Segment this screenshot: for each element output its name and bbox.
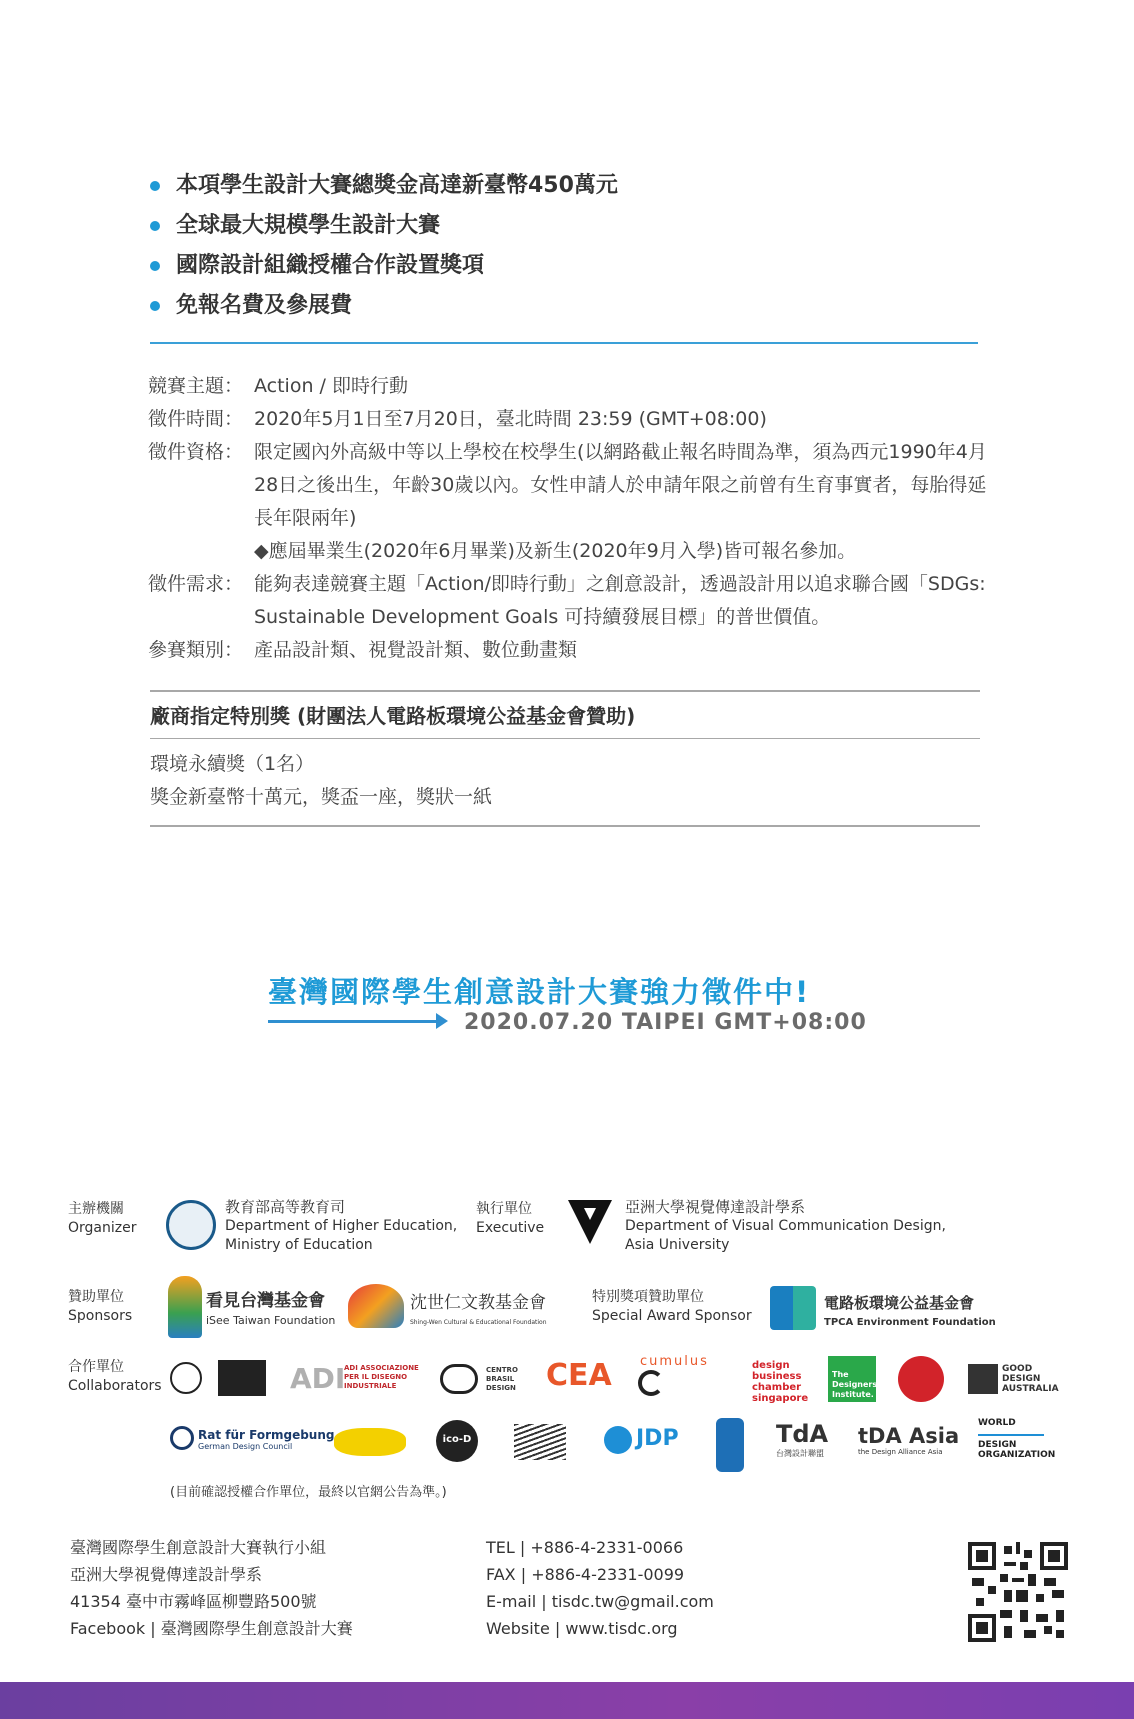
tda-logo <box>776 1420 828 1459</box>
design-business-chamber-logo: design business chamber singapore <box>752 1360 809 1404</box>
name-en: Ministry of Education <box>225 1237 373 1253</box>
info-value <box>254 436 988 568</box>
info-row-eligibility <box>148 436 988 568</box>
label-zh: 合作單位 <box>68 1359 124 1375</box>
label-en: Sponsors <box>68 1308 133 1324</box>
tda-asia-logo <box>858 1424 959 1456</box>
info-label: 競賽主題： <box>148 375 244 397</box>
organizer-label <box>68 1200 136 1238</box>
name-zh: 教育部高等教育司 <box>225 1198 346 1216</box>
tpca-logo-icon <box>770 1286 816 1330</box>
label-zh: 主辦機關 <box>68 1201 124 1217</box>
arrow-line <box>268 1020 444 1023</box>
highlight-item <box>150 206 618 246</box>
collaborators-label <box>68 1358 162 1396</box>
info-value: Action / 即時行動 <box>254 375 408 397</box>
tda-text: TdA <box>776 1420 829 1448</box>
collaborator-red-circle-icon <box>898 1356 944 1402</box>
label-en: Executive <box>476 1220 545 1236</box>
adi-logo: ADI <box>290 1362 346 1395</box>
eligibility-text: 限定國內外高級中等以上學校在校學生(以網路截止報名時間為準，須為西元1990年4月28日之後出生，年齡30歲以內。女性申請人於申請年限之前曾有生育事實者，每胎得延長年限兩年) <box>254 441 987 529</box>
label-zh: 特別獎項贊助單位 <box>592 1289 704 1305</box>
collaborator-yellow-logo-icon <box>334 1428 406 1456</box>
name-zh: 亞洲大學視覺傳達設計學系 <box>625 1198 806 1216</box>
tda-asia-subtitle: the Design Alliance Asia <box>858 1448 943 1456</box>
highlight-text: 國際設計組織授權合作設置獎項 <box>176 253 485 278</box>
wdo-world: WORLD <box>978 1418 1016 1428</box>
divider <box>150 690 980 692</box>
isee-logo-icon <box>168 1276 202 1338</box>
name-en: Department of Higher Education, <box>225 1218 458 1234</box>
info-value: 產品設計類、視覺設計類、數位動畫類 <box>254 639 578 661</box>
moe-seal-icon <box>166 1200 216 1250</box>
asia-university-logo-icon <box>568 1200 612 1244</box>
prize-desc: 獎金新臺幣十萬元，獎盃一座，獎狀一紙 <box>150 786 493 808</box>
rat-subtitle: German Design Council <box>198 1442 293 1451</box>
contact-line: 41354 臺中市霧峰區柳豐路500號 <box>70 1592 317 1611</box>
highlight-item <box>150 246 618 286</box>
jdp-logo: JDP <box>636 1426 679 1451</box>
sponsor-name-zh: 看見台灣基金會 <box>206 1291 325 1311</box>
cea-logo: CEA <box>546 1358 612 1393</box>
highlight-text: 全球最大規模學生設計大賽 <box>176 213 441 238</box>
contact-details <box>486 1534 714 1642</box>
fax-line: FAX | +886-4-2331-0099 <box>486 1565 685 1584</box>
contact-line: 亞洲大學視覺傳達設計學系 <box>70 1565 263 1584</box>
isee-foundation <box>206 1292 335 1330</box>
info-row-time <box>148 403 988 436</box>
highlight-item <box>150 286 618 326</box>
label-en: Special Award Sponsor <box>592 1308 752 1324</box>
adi-association-logo: ADI ASSOCIAZIONE PER IL DISEGNO INDUSTRIALE <box>344 1364 419 1390</box>
info-value: 能夠表達競賽主題「Action/即時行動」之創意設計，透過設計用以追求聯合國「SDGs: Sustainable Development Goals 可持續發展目標」的普世價值。 <box>254 573 986 628</box>
sponsor-name-en: TPCA Environment Foundation <box>824 1317 996 1328</box>
sponsor-name-en: Shing-Wen Cultural & Educational Foundation <box>410 1319 547 1326</box>
sponsor-name-zh: 電路板環境公益基金會 <box>824 1294 975 1312</box>
tda-subtitle: 台灣設計聯盟 <box>776 1449 824 1458</box>
name-en: Department of Visual Communication Design, <box>625 1218 946 1234</box>
rat-fur-formgebung-logo <box>198 1428 334 1451</box>
centro-brasil-icon <box>440 1364 478 1394</box>
highlight-text: 免報名費及參展費 <box>176 293 353 318</box>
tpca-foundation <box>824 1294 996 1332</box>
bullet-dot-icon <box>150 301 160 311</box>
rat-fur-formgebung-icon <box>170 1426 194 1450</box>
special-award-prize <box>150 748 492 814</box>
info-row-category <box>148 634 988 667</box>
label-zh: 執行單位 <box>476 1201 532 1217</box>
highlight-text: 本項學生設計大賽總獎金高達新臺幣450萬元 <box>176 173 618 198</box>
collaborator-block-logo-icon <box>218 1360 266 1396</box>
executive-label <box>476 1200 544 1238</box>
eligibility-note: ◆應屆畢業生(2020年6月畢業)及新生(2020年9月入學)皆可報名參加。 <box>254 540 857 562</box>
sponsor-name-zh: 沈世仁文教基金會 <box>410 1293 546 1313</box>
facebook-link[interactable]: Facebook | 臺灣國際學生創意設計大賽 <box>70 1619 353 1638</box>
divider <box>150 738 980 739</box>
divider <box>150 342 978 344</box>
cumulus-logo: cumulus <box>640 1354 709 1369</box>
collaborator-striped-logo-icon <box>514 1424 566 1460</box>
rat-name: Rat für Formgebung <box>198 1428 335 1442</box>
tel-line: TEL | +886-4-2331-0066 <box>486 1538 684 1557</box>
icod-text: ico-D <box>442 1434 472 1445</box>
deadline-date: 2020.07.20 TAIPEI GMT+08:00 <box>464 1010 867 1035</box>
bullet-dot-icon <box>150 261 160 271</box>
bullet-dot-icon <box>150 221 160 231</box>
icod-logo <box>436 1420 478 1462</box>
label-en: Organizer <box>68 1220 137 1236</box>
competition-info <box>148 370 988 667</box>
shen-foundation <box>410 1294 547 1332</box>
name-en: Asia University <box>625 1237 730 1253</box>
cta-title: 臺灣國際學生創意設計大賽強力徵件中! <box>268 975 811 1009</box>
contact-line: 臺灣國際學生創意設計大賽執行小組 <box>70 1538 327 1557</box>
qr-code-icon[interactable] <box>968 1542 1068 1642</box>
info-row-requirement <box>148 568 988 634</box>
wdo-line <box>978 1434 1044 1436</box>
special-award-title: 廠商指定特別獎 (財團法人電路板環境公益基金會贊助) <box>150 704 636 728</box>
email-link[interactable]: E-mail | tisdc.tw@gmail.com <box>486 1592 714 1611</box>
bullet-dot-icon <box>150 181 160 191</box>
wdo-design: DESIGN ORGANIZATION <box>978 1440 1056 1460</box>
tda-asia-text: tDA Asia <box>858 1424 960 1448</box>
footer-bar <box>0 1682 1134 1719</box>
cumulus-c-icon <box>638 1370 664 1396</box>
arrow-right-icon <box>436 1013 448 1029</box>
collaborators-note: (目前確認授權合作單位，最終以官網公告為準。) <box>170 1485 447 1500</box>
info-label: 參賽類別： <box>148 639 244 661</box>
good-design-check-icon <box>968 1364 998 1394</box>
special-sponsor-label <box>592 1288 752 1326</box>
sponsors-label <box>68 1288 132 1326</box>
divider <box>150 825 980 827</box>
world-design-organization-logo <box>978 1418 1056 1460</box>
info-label: 徵件資格： <box>148 441 244 463</box>
centro-brasil-logo: CENTRO BRASIL DESIGN <box>486 1366 518 1392</box>
jdp-globe-icon <box>604 1426 632 1454</box>
label-zh: 贊助單位 <box>68 1289 124 1305</box>
good-design-australia-logo: GOOD DESIGN AUSTRALIA <box>1002 1364 1059 1394</box>
sponsor-name-en: iSee Taiwan Foundation <box>206 1314 336 1327</box>
info-label: 徵件時間： <box>148 408 244 430</box>
highlight-item <box>150 166 618 206</box>
label-en: Collaborators <box>68 1378 162 1394</box>
shen-foundation-logo-icon <box>348 1284 404 1328</box>
executive-name <box>625 1198 946 1255</box>
info-row-theme <box>148 370 988 403</box>
collaborator-blue-logo-icon <box>716 1418 744 1472</box>
highlight-list <box>150 166 618 326</box>
info-value: 2020年5月1日至7月20日，臺北時間 23:59 (GMT+08:00) <box>254 408 767 430</box>
collaborator-seal-icon <box>170 1362 202 1394</box>
website-link[interactable]: Website | www.tisdc.org <box>486 1619 678 1638</box>
designers-institute-logo: The Designers Institute. <box>828 1356 876 1402</box>
info-label: 徵件需求： <box>148 573 244 595</box>
organizer-name <box>225 1198 457 1255</box>
contact-address <box>70 1534 353 1642</box>
prize-name: 環境永續獎（1名） <box>150 753 315 775</box>
